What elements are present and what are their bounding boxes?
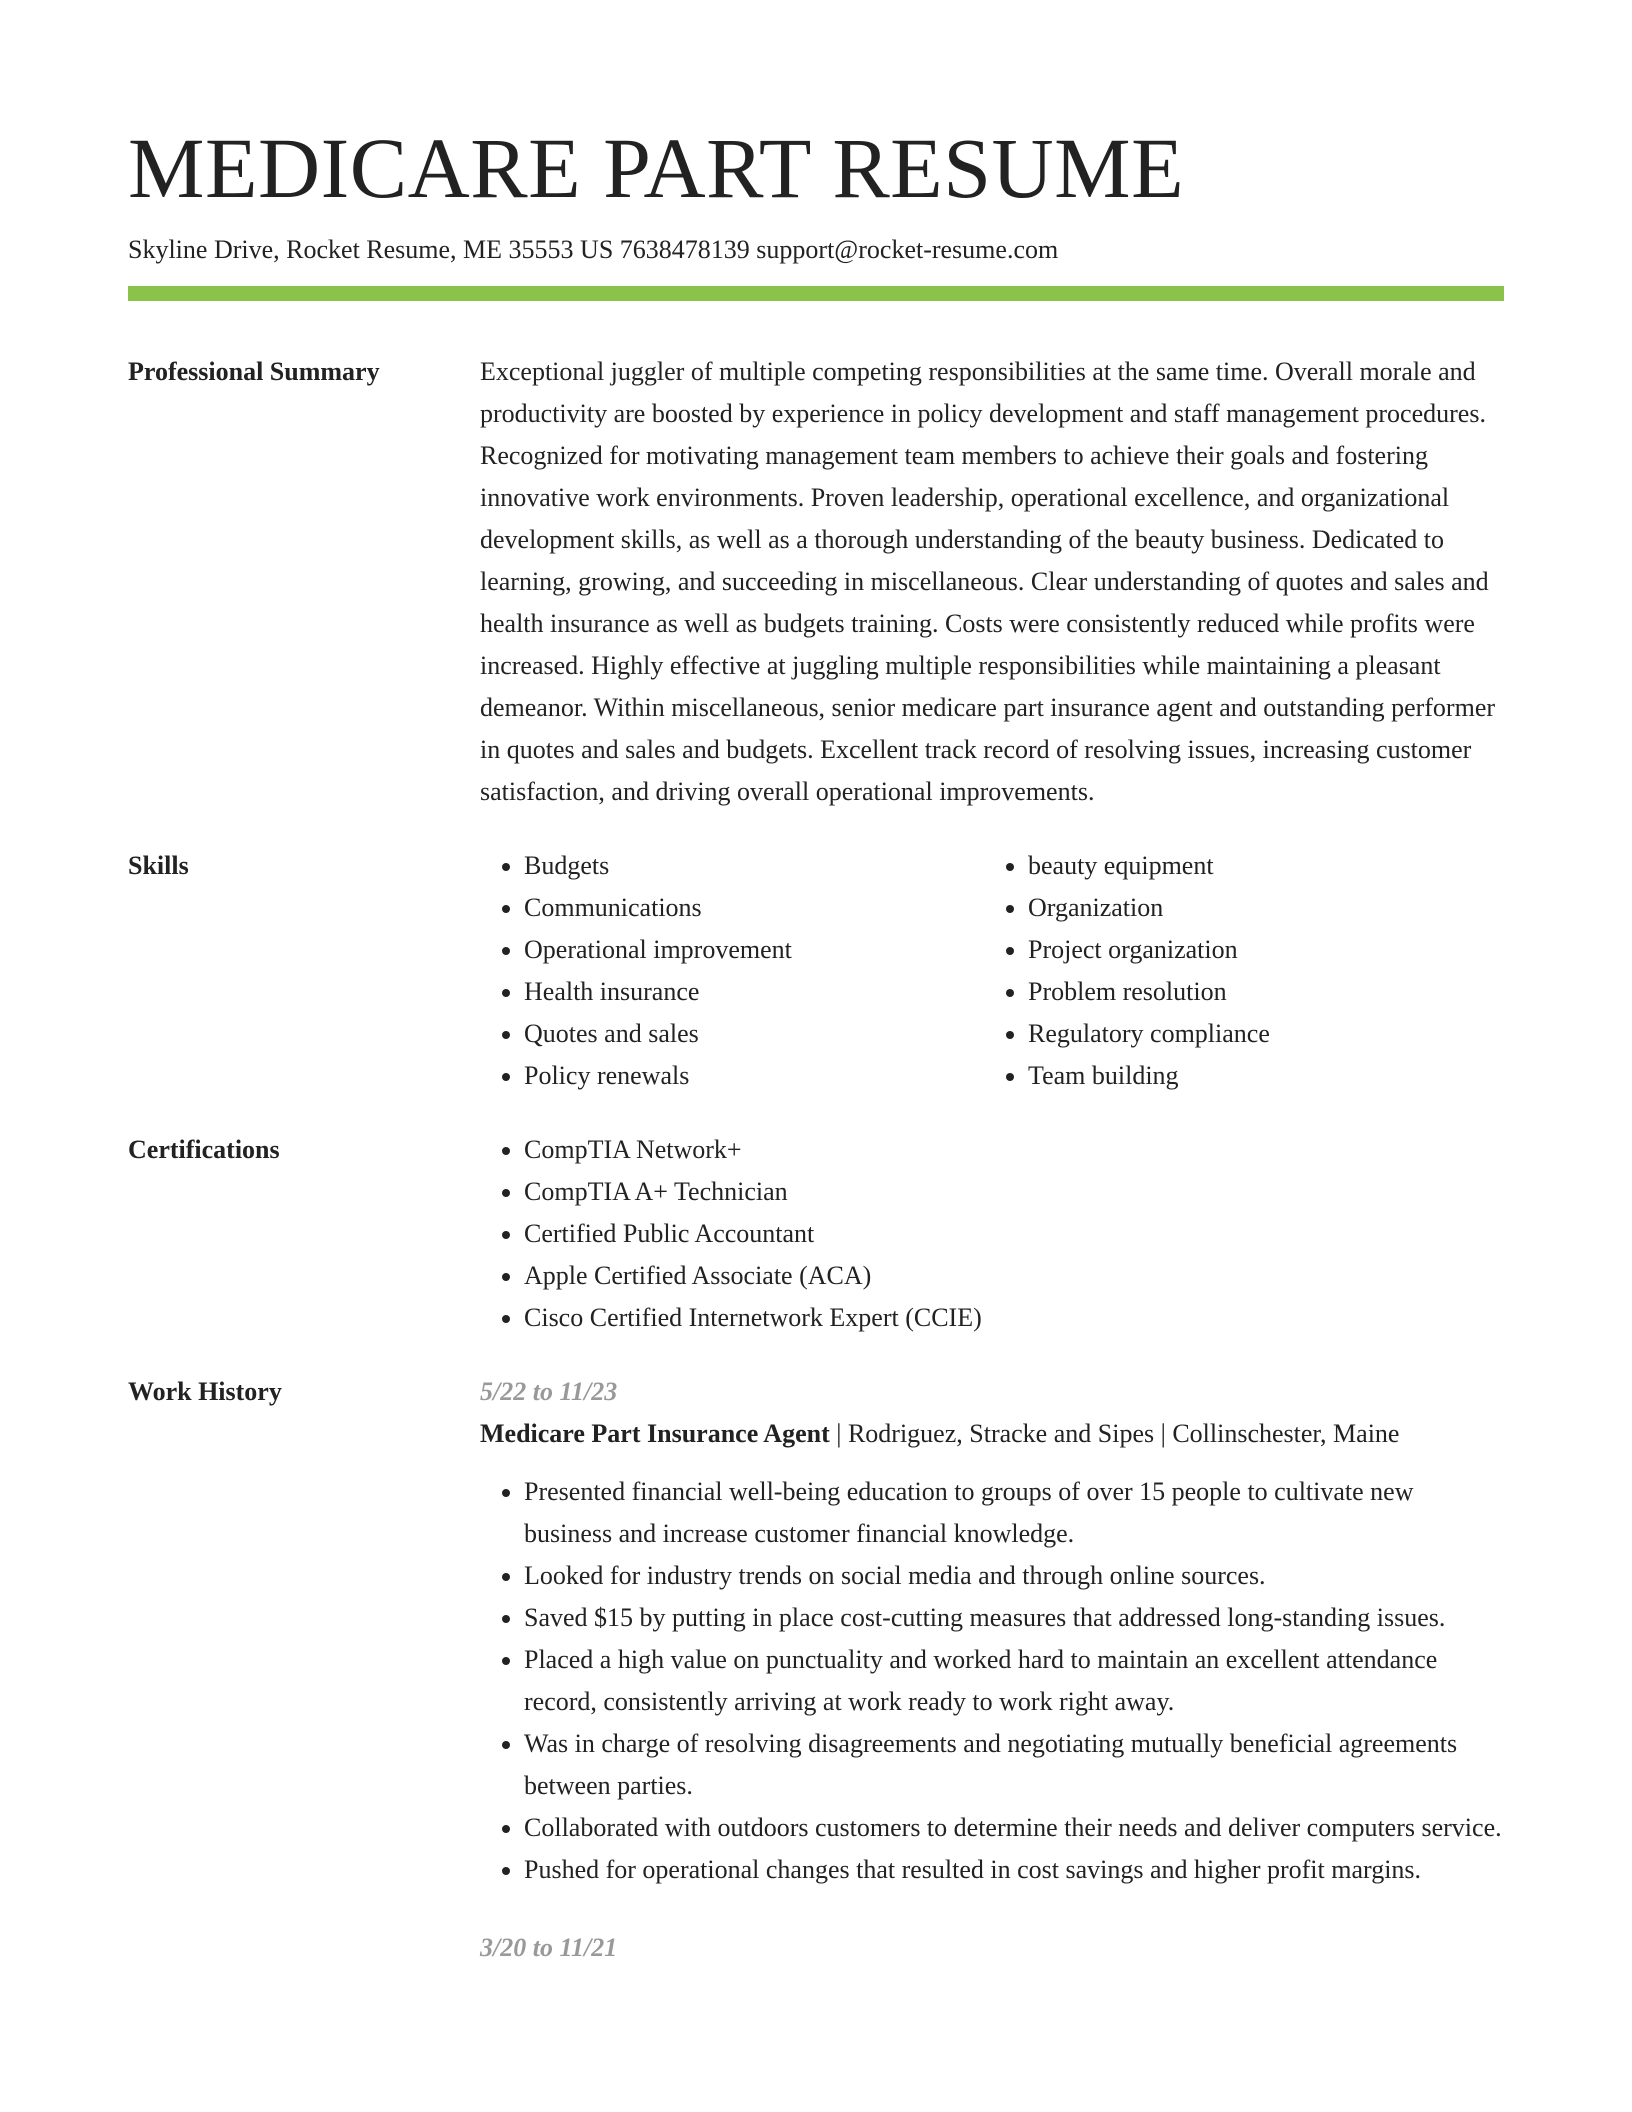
list-item: • CompTIA Network+	[524, 1129, 1504, 1171]
certifications-list	[480, 1129, 1504, 1339]
job-dates: 5/22 to 11/23	[480, 1377, 618, 1406]
job-separator: |	[1160, 1419, 1173, 1448]
job-separator: |	[836, 1419, 848, 1448]
certifications-label: Certifications	[128, 1135, 280, 1164]
summary-label: Professional Summary	[128, 357, 380, 386]
list-item: • Health insurance	[524, 971, 984, 1013]
list-item: • Pushed for operational changes that resulted in cost savings and higher profit margins.	[524, 1849, 1504, 1891]
contact-phone: 7638478139	[619, 235, 750, 264]
list-item: • Project organization	[1028, 929, 1488, 971]
list-item: • Presented financial well-being education to groups of over 15 people to cultivate new business and increase customer financial knowledge.	[524, 1471, 1504, 1555]
list-item: • Cisco Certified Internetwork Expert (CCIE)	[524, 1297, 1504, 1339]
summary-section	[128, 351, 1504, 813]
skills-list-right	[984, 845, 1488, 1097]
work-history-label: Work History	[128, 1377, 282, 1406]
resume-title: MEDICARE PART RESUME	[128, 120, 1185, 216]
skills-label: Skills	[128, 851, 189, 880]
skills-grid	[480, 845, 1504, 1097]
list-item: • Organization	[1028, 887, 1488, 929]
contact-email: support@rocket-resume.com	[756, 235, 1059, 264]
job-dates: 3/20 to 11/21	[480, 1933, 618, 1962]
job-location: Collinschester, Maine	[1172, 1419, 1400, 1448]
list-item: • Apple Certified Associate (ACA)	[524, 1255, 1504, 1297]
job-company: Rodriguez, Stracke and Sipes	[847, 1419, 1155, 1448]
list-item: • beauty equipment	[1028, 845, 1488, 887]
list-item: • Budgets	[524, 845, 984, 887]
contact-line	[128, 232, 1504, 268]
header-divider	[128, 286, 1504, 301]
list-item: • Saved $15 by putting in place cost-cutting measures that addressed long-standing issues.	[524, 1597, 1504, 1639]
list-item: • Policy renewals	[524, 1055, 984, 1097]
list-item: • Placed a high value on punctuality and worked hard to maintain an excellent attendance record, consistently arriving at work ready to work right away.	[524, 1639, 1504, 1723]
work-history-section	[128, 1371, 1504, 1969]
job-heading	[480, 1413, 1504, 1455]
list-item: • Quotes and sales	[524, 1013, 984, 1055]
list-item: • Problem resolution	[1028, 971, 1488, 1013]
list-item: • Regulatory compliance	[1028, 1013, 1488, 1055]
resume-page	[128, 118, 1504, 1969]
list-item: • Looked for industry trends on social media and through online sources.	[524, 1555, 1504, 1597]
job-entry	[480, 1371, 1504, 1891]
contact-address: Skyline Drive, Rocket Resume, ME 35553 US	[128, 235, 614, 264]
job-title: Medicare Part Insurance Agent	[480, 1419, 830, 1448]
list-item: • Certified Public Accountant	[524, 1213, 1504, 1255]
list-item: • Communications	[524, 887, 984, 929]
skills-section	[128, 845, 1504, 1097]
job-bullets	[480, 1471, 1504, 1891]
certifications-section	[128, 1129, 1504, 1339]
list-item: • Operational improvement	[524, 929, 984, 971]
skills-list-left	[480, 845, 984, 1097]
list-item: • Was in charge of resolving disagreements and negotiating mutually beneficial agreements between parties.	[524, 1723, 1504, 1807]
list-item: • CompTIA A+ Technician	[524, 1171, 1504, 1213]
job-entry	[480, 1927, 1504, 1969]
list-item: • Collaborated with outdoors customers to determine their needs and deliver computers service.	[524, 1807, 1504, 1849]
summary-text: Exceptional juggler of multiple competing responsibilities at the same time. Overall morale and productivity are boosted by experience in policy development and staff management procedures. Recognized for motivating management team members to achieve their goals and fostering innovative work environments. Proven leadership, operational excellence, and organizational development skills, as well as a thorough understanding of the beauty business. Dedicated to learning, growing, and succeeding in miscellaneous. Clear understanding of quotes and sales and health insurance as well as budgets training. Costs were consistently reduced while profits were increased. Highly effective at juggling multiple responsibilities while maintaining a pleasant demeanor. Within miscellaneous, senior medicare part insurance agent and outstanding performer in quotes and sales and budgets. Excellent track record of resolving issues, increasing customer satisfaction, and driving overall operational improvements.	[480, 357, 1496, 806]
list-item: • Team building	[1028, 1055, 1488, 1097]
